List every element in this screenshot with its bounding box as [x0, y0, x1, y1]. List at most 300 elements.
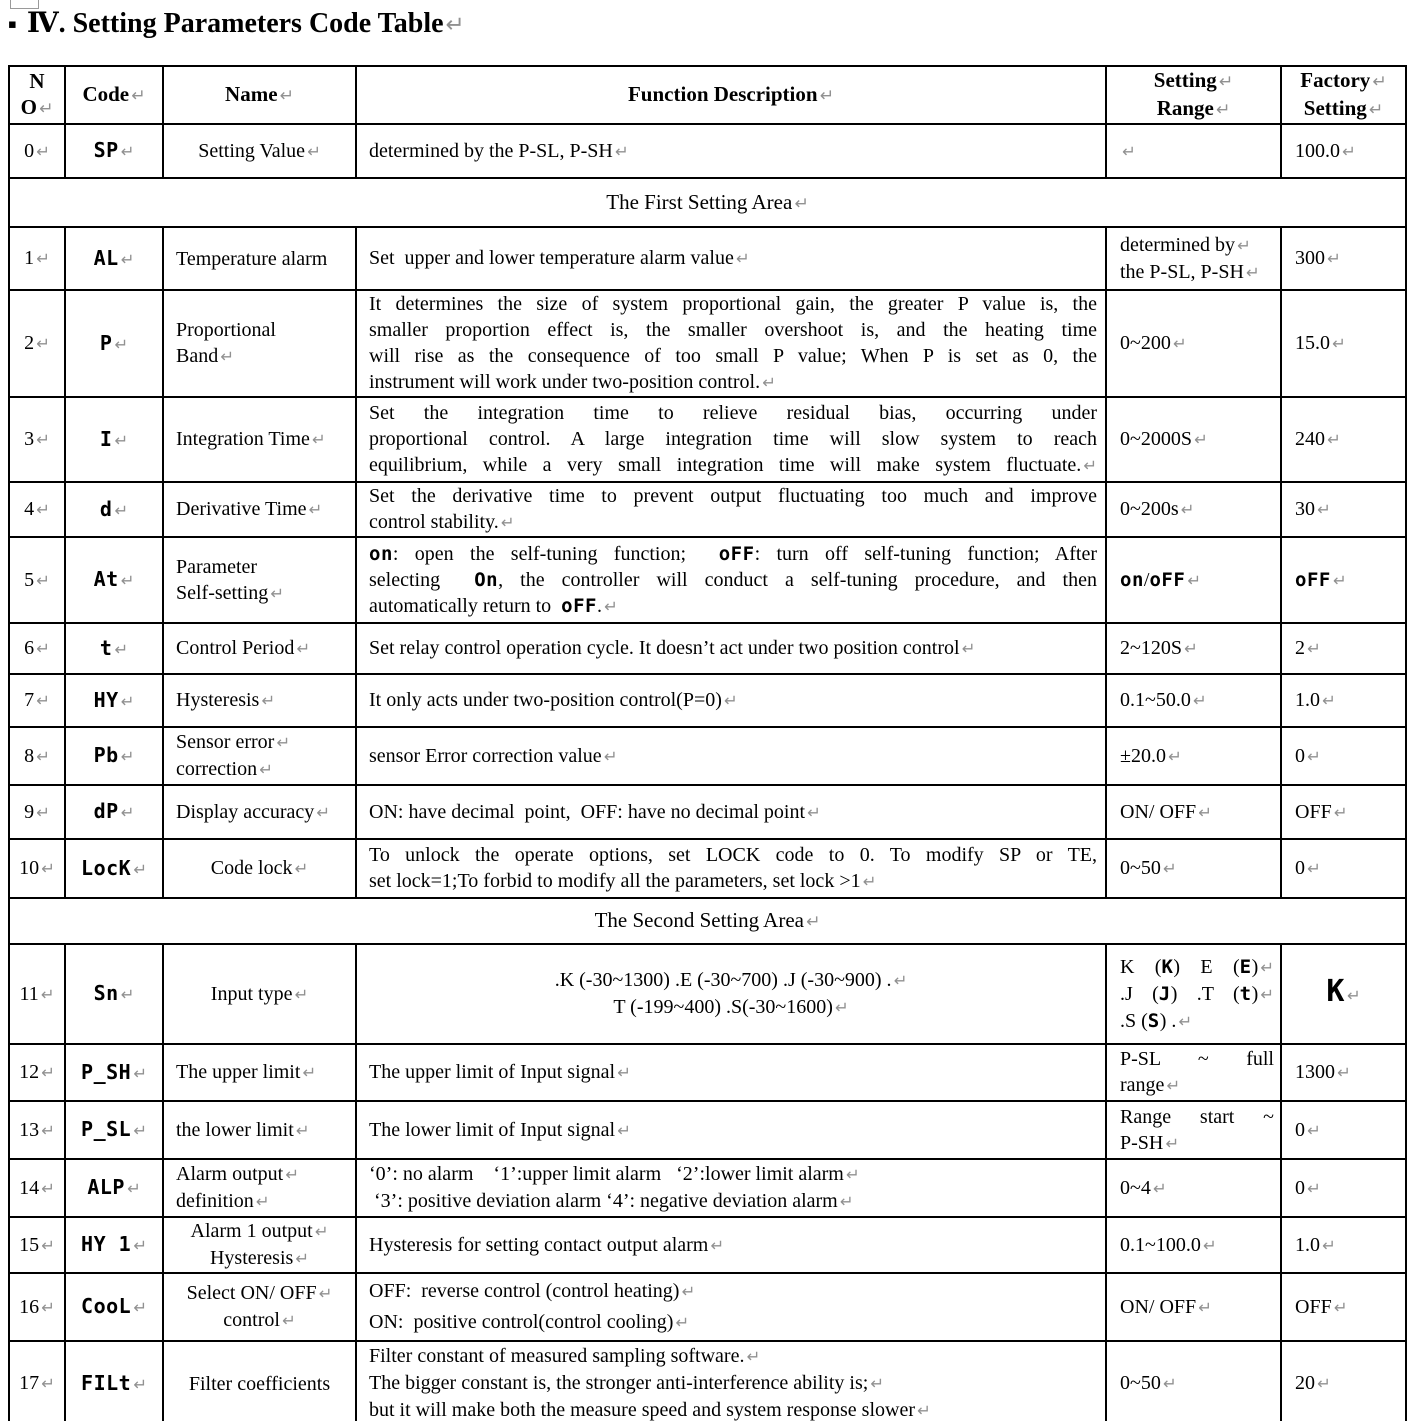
- name-cell: [163, 785, 356, 839]
- text-line: [66, 798, 162, 826]
- seven-segment-code: t: [1239, 982, 1252, 1005]
- paragraph-mark: ↵: [41, 1178, 55, 1198]
- paragraph-mark: ↵: [1332, 570, 1347, 590]
- text-line: 300 ↵: [1295, 247, 1341, 269]
- paragraph-mark: ↵: [1172, 334, 1187, 353]
- text-line: Set relay control operation cycle. It doesn’t act under two position control ↵: [369, 637, 976, 659]
- text-line: Select ON/ OFF ↵: [186, 1282, 333, 1304]
- paragraph-mark: ↵: [1187, 570, 1202, 590]
- paragraph-mark: ↵: [133, 1236, 147, 1255]
- setting-range-cell: [1106, 1159, 1281, 1217]
- no-cell: [9, 1159, 65, 1217]
- text-line: automatically return to oFF. ↵: [369, 594, 618, 617]
- paragraph-mark: ↵: [1165, 1133, 1180, 1153]
- code-cell: [65, 1044, 163, 1101]
- paragraph-mark: ↵: [735, 249, 750, 268]
- setting-range-cell: [1106, 785, 1281, 839]
- paragraph-mark: ↵: [36, 500, 50, 519]
- text-line: 0~4 ↵: [1120, 1176, 1167, 1199]
- seven-segment-code: E: [1239, 955, 1252, 978]
- section-row: [9, 898, 1406, 944]
- paragraph-mark: ↵: [41, 1297, 55, 1317]
- text-line: Input type ↵: [210, 982, 309, 1005]
- paragraph-mark: ↵: [1307, 639, 1321, 658]
- paragraph-mark: ↵: [917, 1401, 931, 1420]
- paragraph-mark: ↵: [1218, 72, 1234, 92]
- paragraph-mark: ↵: [1183, 639, 1198, 658]
- factory-setting-cell: [1281, 1273, 1406, 1341]
- paragraph-mark: ↵: [893, 971, 908, 990]
- seven-segment-code: P_SH: [81, 1059, 132, 1084]
- paragraph-mark: ↵: [36, 746, 50, 766]
- code-cell: [65, 397, 163, 482]
- seven-segment-code: oFF: [1295, 568, 1331, 591]
- no-cell: [9, 839, 65, 898]
- text-line: 7 ↵: [24, 689, 50, 711]
- seven-segment-code: Pb: [93, 743, 119, 767]
- factory-setting-cell: [1281, 227, 1406, 290]
- text-line: selecting On, the controller will conduct a self-tuning procedure, and then: [369, 568, 1097, 591]
- text-line: .S (S) . ↵: [1120, 1009, 1193, 1032]
- code-cell: [65, 1273, 163, 1341]
- paragraph-mark: ↵: [314, 1222, 329, 1241]
- factory-setting-cell: [1281, 727, 1406, 785]
- setting-range-cell: [1106, 482, 1281, 537]
- text-line: 6 ↵: [24, 637, 50, 659]
- text-line: The Second Setting Area ↵: [594, 908, 821, 932]
- text-line: K (K) E (E) ↵: [1120, 955, 1274, 978]
- setting-range-cell: [1106, 290, 1281, 397]
- text-line: ‘3’: positive deviation alarm ‘4’: negative deviation alarm ↵: [369, 1190, 854, 1212]
- function-description-cell: [356, 785, 1106, 839]
- text-line: [66, 855, 162, 883]
- name-cell: [163, 290, 356, 397]
- paragraph-mark: ↵: [1333, 802, 1348, 822]
- seven-segment-code: oFF: [718, 542, 755, 565]
- text-line: The lower limit of Input signal ↵: [369, 1118, 631, 1141]
- text-line: ±20.0 ↵: [1120, 744, 1182, 767]
- paragraph-mark: ↵: [870, 1374, 885, 1393]
- text-line: 0~200 ↵: [1120, 332, 1187, 354]
- text-line: 1300 ↵: [1295, 1061, 1351, 1083]
- setting-range-cell: [1106, 397, 1281, 482]
- paragraph-mark: ↵: [1202, 1235, 1217, 1255]
- paragraph-mark: ↵: [1322, 1235, 1336, 1255]
- factory-setting-cell: [1281, 1159, 1406, 1217]
- table-row: [9, 1341, 1406, 1421]
- paragraph-mark: ↵: [131, 86, 146, 106]
- text-line: definition ↵: [176, 1190, 270, 1212]
- factory-setting-cell: [1281, 839, 1406, 898]
- text-line: Function Description ↵: [627, 82, 834, 106]
- function-description-cell: [356, 1159, 1106, 1217]
- table-row: [9, 674, 1406, 727]
- code-cell: [65, 482, 163, 537]
- text-line: [66, 245, 162, 273]
- setting-range-cell: [1106, 727, 1281, 785]
- function-description-cell: [356, 727, 1106, 785]
- name-cell: [163, 482, 356, 537]
- text-line: 9 ↵: [24, 800, 50, 823]
- text-line: instrument will work under two-position control. ↵: [369, 371, 776, 393]
- paragraph-mark: ↵: [1342, 141, 1356, 161]
- text-line: 15.0 ↵: [1295, 332, 1346, 354]
- text-line: Range start ~: [1120, 1105, 1274, 1128]
- paragraph-mark: ↵: [36, 691, 50, 710]
- table-row: [9, 227, 1406, 290]
- name-cell: [163, 537, 356, 623]
- paragraph-mark: ↵: [308, 500, 323, 519]
- no-cell: [9, 944, 65, 1044]
- text-line: To unlock the operate options, set LOCK code to 0. To modify SP or TE,: [369, 844, 1097, 866]
- paragraph-mark: ↵: [807, 802, 821, 822]
- text-line: the lower limit ↵: [176, 1118, 310, 1141]
- table-row: [9, 290, 1406, 397]
- table-row: [9, 1101, 1406, 1159]
- table-row: [9, 537, 1406, 623]
- text-line: 0 ↵: [24, 139, 50, 162]
- name-cell: [163, 397, 356, 482]
- text-line: smaller proportion effect is, the smaller overshoot is, and the heating time: [369, 319, 1097, 341]
- code-cell: [65, 290, 163, 397]
- function-description-cell: [356, 290, 1106, 397]
- name-cell: [163, 1341, 356, 1421]
- text-line: Integration Time ↵: [176, 428, 326, 450]
- paragraph-mark: ↵: [1162, 859, 1177, 878]
- page-title-text: Ⅳ. Setting Parameters Code Table: [26, 8, 444, 39]
- text-line: P-SH ↵: [1120, 1131, 1180, 1154]
- text-line: 0.1~100.0 ↵: [1120, 1233, 1217, 1256]
- function-description-cell: [356, 1101, 1106, 1159]
- setting-range-cell: [1106, 1341, 1281, 1421]
- paragraph-mark: ↵: [961, 639, 976, 658]
- setting-range-cell: [1106, 944, 1281, 1044]
- paragraph-mark: ↵: [839, 1192, 854, 1211]
- paragraph-mark: ↵: [41, 859, 55, 878]
- paragraph-mark: ↵: [1307, 746, 1321, 766]
- text-line: The upper limit of Input signal ↵: [369, 1061, 631, 1083]
- text-line: [66, 330, 162, 358]
- text-line: ON/ OFF ↵: [1120, 1295, 1212, 1318]
- paragraph-mark: ↵: [281, 1311, 296, 1330]
- paragraph-mark: ↵: [1083, 456, 1097, 475]
- no-cell: [9, 674, 65, 727]
- paragraph-mark: ↵: [36, 249, 50, 268]
- function-description-cell: [356, 397, 1106, 482]
- factory-setting-cell: [1281, 785, 1406, 839]
- seven-segment-code: At: [93, 567, 119, 591]
- code-cell: [65, 1217, 163, 1273]
- code-cell: [65, 727, 163, 785]
- no-cell: [9, 1341, 65, 1421]
- text-line: Factory ↵: [1300, 68, 1387, 92]
- setting-range-cell: [1106, 839, 1281, 898]
- header-name: [163, 66, 356, 124]
- text-line: on: open the self-tuning function; oFF: turn off self-tuning function; After: [369, 542, 1098, 565]
- paragraph-mark: ↵: [316, 802, 330, 822]
- text-line: 8 ↵: [24, 744, 50, 767]
- name-cell: [163, 727, 356, 785]
- paragraph-mark: ↵: [1193, 430, 1208, 449]
- no-cell: [9, 1273, 65, 1341]
- paragraph-mark: ↵: [1327, 430, 1341, 449]
- paragraph-mark: ↵: [41, 1063, 55, 1082]
- paragraph-mark: ↵: [120, 691, 135, 711]
- paragraph-mark: ↵: [270, 583, 284, 603]
- seven-segment-code: I: [99, 426, 113, 451]
- name-cell: [163, 839, 356, 898]
- text-line: 20 ↵: [1295, 1372, 1331, 1394]
- text-line: 0~200s ↵: [1120, 498, 1195, 520]
- text-line: Self-setting ↵: [176, 581, 284, 604]
- paragraph-mark: ↵: [311, 430, 326, 449]
- paragraph-mark: ↵: [746, 1347, 761, 1366]
- paragraph-mark: ↵: [1192, 691, 1207, 710]
- seven-segment-code: CooL: [81, 1294, 132, 1318]
- text-line: [66, 980, 162, 1008]
- name-cell: [163, 1044, 356, 1101]
- seven-segment-code: J: [1158, 982, 1171, 1005]
- name-cell: [163, 1101, 356, 1159]
- text-line: 30 ↵: [1295, 498, 1331, 520]
- text-line: Parameter: [176, 555, 258, 578]
- paragraph-mark: ↵: [133, 1121, 147, 1140]
- no-cell: [9, 397, 65, 482]
- text-line: 100.0 ↵: [1295, 139, 1356, 162]
- text-line: Derivative Time ↵: [176, 498, 323, 520]
- table-row: [9, 623, 1406, 674]
- text-line: determined by ↵: [1120, 233, 1251, 256]
- name-cell: [163, 944, 356, 1044]
- text-line: 12 ↵: [19, 1061, 55, 1083]
- text-line: Setting Value ↵: [198, 139, 321, 162]
- text-line: [66, 1059, 162, 1087]
- paragraph-mark: ↵: [114, 639, 129, 659]
- paragraph-mark: ↵: [500, 513, 515, 532]
- paragraph-mark: ↵: [276, 733, 291, 752]
- paragraph-mark: ↵: [120, 747, 135, 766]
- paragraph-mark: ↵: [819, 86, 834, 106]
- seven-segment-code: SP: [93, 138, 119, 162]
- code-cell: [65, 623, 163, 674]
- text-line: 1 ↵: [24, 247, 50, 269]
- paragraph-mark: ↵: [675, 1313, 690, 1332]
- paragraph-mark: ↵: [1152, 1178, 1167, 1198]
- table-row: [9, 839, 1406, 898]
- paragraph-mark: ↵: [126, 1179, 141, 1198]
- text-line: T (-199~400) .S(-30~1600) ↵: [613, 996, 849, 1018]
- section-row: [9, 178, 1406, 227]
- function-description-cell: [356, 482, 1106, 537]
- seven-segment-code: LocK: [81, 855, 132, 880]
- paragraph-mark: ↵: [36, 639, 50, 658]
- text-line: Control Period ↵: [176, 637, 311, 659]
- text-line: correction ↵: [176, 758, 273, 780]
- function-description-cell: [356, 227, 1106, 290]
- text-line: 0~2000S ↵: [1120, 428, 1208, 450]
- text-line: [66, 496, 162, 524]
- function-description-cell: [356, 839, 1106, 898]
- paragraph-mark: ↵: [1198, 1297, 1212, 1317]
- table-row: [9, 482, 1406, 537]
- setting-range-cell: [1106, 1044, 1281, 1101]
- text-line: [66, 635, 162, 663]
- text-line: ON: have decimal point, OFF: have no decimal point ↵: [369, 800, 821, 823]
- setting-range-cell: [1106, 623, 1281, 674]
- no-cell: [9, 537, 65, 623]
- text-line: Range ↵: [1156, 96, 1231, 120]
- paragraph-mark: ↵: [1166, 1076, 1181, 1095]
- no-cell: [9, 1217, 65, 1273]
- factory-setting-cell: [1281, 944, 1406, 1044]
- code-cell: [65, 944, 163, 1044]
- text-line: ON/ OFF ↵: [1120, 800, 1212, 823]
- text-line: The upper limit ↵: [176, 1061, 317, 1083]
- paragraph-mark: ↵: [1327, 249, 1341, 268]
- text-line: [66, 1370, 162, 1398]
- paragraph-mark: ↵: [38, 99, 54, 119]
- text-line: Band ↵: [176, 345, 234, 367]
- text-line: 17 ↵: [19, 1372, 55, 1394]
- paragraph-mark: ↵: [36, 570, 50, 590]
- function-description-cell: [356, 1217, 1106, 1273]
- code-cell: [65, 227, 163, 290]
- text-line: [1107, 138, 1280, 165]
- paragraph-mark: ↵: [1178, 1011, 1193, 1031]
- header-function-description: [356, 66, 1106, 124]
- paragraph-mark: ↵: [41, 1235, 55, 1255]
- no-cell: [9, 1044, 65, 1101]
- paragraph-mark: ↵: [294, 984, 309, 1004]
- text-line: Code ↵: [82, 82, 146, 106]
- seven-segment-code: Sn: [93, 981, 119, 1005]
- factory-setting-cell: [1281, 1217, 1406, 1273]
- paragraph-mark: ↵: [1333, 1297, 1348, 1317]
- text-line: 0 ↵: [1295, 1118, 1321, 1141]
- paragraph-mark: ↵: [603, 746, 618, 766]
- text-line: [66, 1116, 162, 1144]
- code-cell: [65, 674, 163, 727]
- header-factory-setting: [1281, 66, 1406, 124]
- paragraph-mark: ↵: [255, 1192, 270, 1211]
- code-cell: [65, 537, 163, 623]
- text-line: 0.1~50.0 ↵: [1120, 689, 1207, 711]
- paragraph-mark: ↵: [302, 1063, 317, 1082]
- text-line: The bigger constant is, the stronger anti-interference ability is; ↵: [369, 1372, 885, 1394]
- paragraph-mark: ↵: [1260, 984, 1274, 1004]
- paragraph-mark: ↵: [1198, 802, 1212, 822]
- paragraph-mark: ↵: [114, 500, 129, 520]
- setting-range-cell: [1106, 1273, 1281, 1341]
- paragraph-mark: ↵: [1180, 500, 1195, 519]
- section-label: [9, 178, 1406, 227]
- paragraph-mark: ↵: [41, 1374, 55, 1393]
- text-line: 4 ↵: [24, 498, 50, 520]
- name-cell: [163, 227, 356, 290]
- text-line: Proportional: [176, 319, 276, 341]
- factory-setting-cell: [1281, 290, 1406, 397]
- paragraph-mark: ↵: [445, 12, 465, 38]
- text-line: sensor Error correction value ↵: [369, 744, 618, 767]
- paragraph-mark: ↵: [261, 691, 276, 710]
- paragraph-mark: ↵: [762, 373, 776, 392]
- text-line: ON: positive control(control cooling) ↵: [369, 1311, 690, 1333]
- function-description-cell: [356, 537, 1106, 623]
- seven-segment-code: dP: [93, 799, 119, 823]
- text-line: 15 ↵: [19, 1233, 55, 1256]
- section-label: [9, 898, 1406, 944]
- text-line: Display accuracy ↵: [176, 800, 330, 823]
- paragraph-mark: ↵: [1332, 334, 1346, 353]
- paragraph-mark: ↵: [220, 347, 234, 366]
- paragraph-mark: ↵: [36, 802, 50, 822]
- setting-range-cell: [1106, 1217, 1281, 1273]
- text-line: Set upper and lower temperature alarm value ↵: [369, 247, 750, 269]
- text-line: Name ↵: [225, 82, 294, 106]
- function-description-cell: [356, 674, 1106, 727]
- paragraph-mark: ↵: [1236, 235, 1251, 255]
- text-line: but it will make both the measure speed and system response slower ↵: [369, 1399, 931, 1421]
- no-cell: [9, 227, 65, 290]
- text-line: Hysteresis for setting contact output alarm ↵: [369, 1233, 725, 1256]
- seven-segment-code: P_SL: [81, 1117, 132, 1141]
- no-cell: [9, 124, 65, 178]
- factory-setting-cell: [1281, 397, 1406, 482]
- code-cell: [65, 1159, 163, 1217]
- header-setting-range: [1106, 66, 1281, 124]
- text-line: OFF ↵: [1295, 800, 1348, 823]
- text-line: 16 ↵: [19, 1295, 55, 1318]
- text-line: .J (J) .T (t) ↵: [1120, 982, 1274, 1005]
- table-row: [9, 124, 1406, 178]
- paragraph-mark: ↵: [36, 334, 50, 353]
- text-line: [1282, 567, 1405, 594]
- text-line: Temperature alarm: [176, 247, 328, 270]
- table-row: [9, 727, 1406, 785]
- paragraph-mark: ↵: [114, 430, 129, 450]
- text-line: 10 ↵: [19, 857, 55, 879]
- paragraph-mark: ↵: [36, 430, 50, 449]
- paragraph-mark: ↵: [307, 141, 321, 161]
- seven-segment-code: HY 1: [81, 1232, 132, 1256]
- paragraph-mark: ↵: [120, 142, 135, 161]
- factory-setting-cell: [1281, 482, 1406, 537]
- paragraph-mark: ↵: [1215, 100, 1231, 120]
- text-line: control stability. ↵: [369, 511, 515, 533]
- text-line: 0 ↵: [1295, 1176, 1321, 1199]
- text-line: on/oFF ↵: [1120, 568, 1202, 591]
- code-cell: [65, 1101, 163, 1159]
- table-row: [9, 1217, 1406, 1273]
- seven-segment-code: On: [474, 568, 499, 591]
- no-cell: [9, 482, 65, 537]
- text-line: 5 ↵: [24, 568, 50, 591]
- black-square-bullet-icon: ▪: [8, 17, 17, 32]
- seven-segment-code: t: [99, 635, 113, 660]
- paragraph-mark: ↵: [40, 984, 55, 1004]
- text-line: range ↵: [1120, 1074, 1181, 1096]
- text-line: [66, 566, 162, 594]
- text-line: Hysteresis ↵: [176, 689, 276, 711]
- text-line: N: [29, 69, 45, 93]
- text-line: the P-SL, P-SH ↵: [1120, 260, 1260, 283]
- table-row: [9, 1159, 1406, 1217]
- paragraph-mark: ↵: [1260, 957, 1274, 977]
- text-line: 2~120S ↵: [1120, 637, 1198, 659]
- paragraph-mark: ↵: [805, 912, 821, 932]
- text-line: equilibrium, while a very small integration time will make system fluctuate. ↵: [369, 454, 1097, 476]
- table-row: [9, 785, 1406, 839]
